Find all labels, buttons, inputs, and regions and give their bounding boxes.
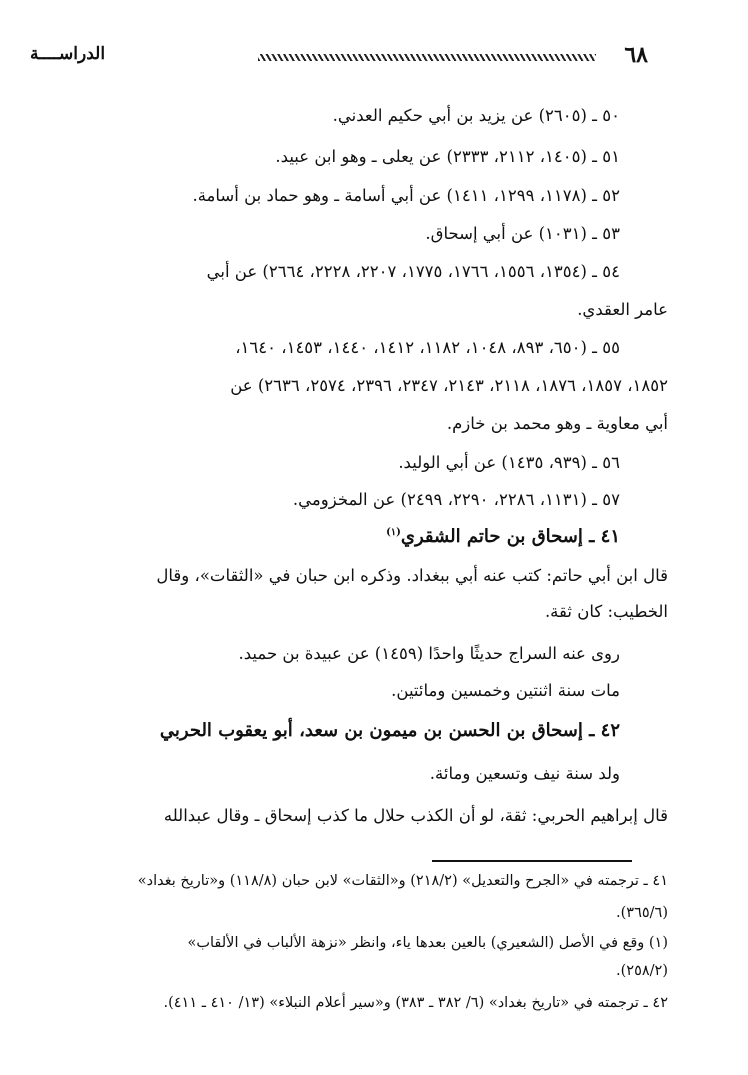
entry-52: ٥٢ ـ (١١٧٨، ١٢٩٩، ١٤١١) عن أبي أسامة ـ وهو حماد بن أسامة. — [192, 186, 620, 205]
bio41-line3: روى عنه السراج حديثًا واحدًا (١٤٥٩) عن عبيدة بن حميد. — [238, 644, 620, 663]
entry-50: ٥٠ ـ (٢٦٠٥) عن يزيد بن أبي حكيم العدني. — [332, 106, 620, 125]
entry-57: ٥٧ ـ (١١٣١، ٢٢٨٦، ٢٢٩٠، ٢٤٩٩) عن المخزومي. — [292, 490, 620, 509]
entry-53: ٥٣ ـ (١٠٣١) عن أبي إسحاق. — [425, 224, 620, 243]
biography-heading-41 — [386, 528, 620, 546]
bio42-line1: ولد سنة نيف وتسعين ومائة. — [429, 764, 620, 783]
heading-41-text: ٤١ ـ إسحاق بن حاتم الشقري — [400, 526, 620, 547]
header-rule — [258, 54, 596, 61]
entry-55-line1: ٥٥ ـ (٦٥٠، ٨٩٣، ١٠٤٨، ١١٨٢، ١٤١٢، ١٤٤٠، ١٤٥٣، ١٦٤٠، — [235, 338, 620, 357]
footnote-1-line1: (١) وقع في الأصل (الشعيري) بالعين بعدها ياء، وانظر «نزهة الألباب في الألقاب» — [187, 935, 668, 951]
footnote-ref-1: (١) — [386, 527, 401, 538]
bio41-line4: مات سنة اثنتين وخمسين ومائتين. — [391, 681, 620, 700]
running-title: الدراســــة — [30, 44, 106, 64]
footnote-41-line2: (٣٦٥/٦). — [616, 905, 668, 921]
page-number: ٦٨ — [624, 42, 648, 68]
bio42-line2: قال إبراهيم الحربي: ثقة، لو أن الكذب حلال ما كذب إسحاق ـ وقال عبدالله — [163, 806, 668, 825]
entry-55-line2: ١٨٥٢، ١٨٥٧، ١٨٧٦، ٢١١٨، ٢١٤٣، ٢٣٤٧، ٢٣٩٦، ٢٥٧٤، ٢٦٣٦) عن — [230, 376, 668, 395]
entry-51: ٥١ ـ (١٤٠٥، ٢١١٢، ٢٣٣٣) عن يعلى ـ وهو ابن عبيد. — [275, 147, 620, 166]
footnote-41-line1: ٤١ ـ ترجمته في «الجرح والتعديل» (٢١٨/٢) و«الثقات» لابن حبان (١١٨/٨) و«تاريخ بغداد» — [137, 873, 668, 889]
bio41-line1: قال ابن أبي حاتم: كتب عنه أبي ببغداد. وذكره ابن حبان في «الثقات»، وقال — [156, 566, 668, 585]
entry-54-line2: عامر العقدي. — [577, 300, 668, 319]
biography-heading-42: ٤٢ ـ إسحاق بن الحسن بن ميمون بن سعد، أبو يعقوب الحربي — [159, 720, 620, 741]
entry-56: ٥٦ ـ (٩٣٩، ١٤٣٥) عن أبي الوليد. — [398, 453, 620, 472]
entry-54-line1: ٥٤ ـ (١٣٥٤، ١٥٥٦، ١٧٦٦، ١٧٧٥، ٢٢٠٧، ٢٢٢٨، ٢٦٦٤) عن أبي — [206, 262, 620, 281]
footnote-divider — [432, 860, 632, 862]
entry-55-line3: أبي معاوية ـ وهو محمد بن خازم. — [446, 414, 668, 433]
footnote-1-line2: (٢٥٨/٢). — [616, 963, 668, 979]
bio41-line2: الخطيب: كان ثقة. — [544, 602, 668, 621]
footnote-42: ٤٢ ـ ترجمته في «تاريخ بغداد» (٦/ ٣٨٢ ـ ٣٨٣) و«سير أعلام النبلاء» (١٣/ ٤١٠ ـ ٤١١). — [163, 995, 668, 1011]
